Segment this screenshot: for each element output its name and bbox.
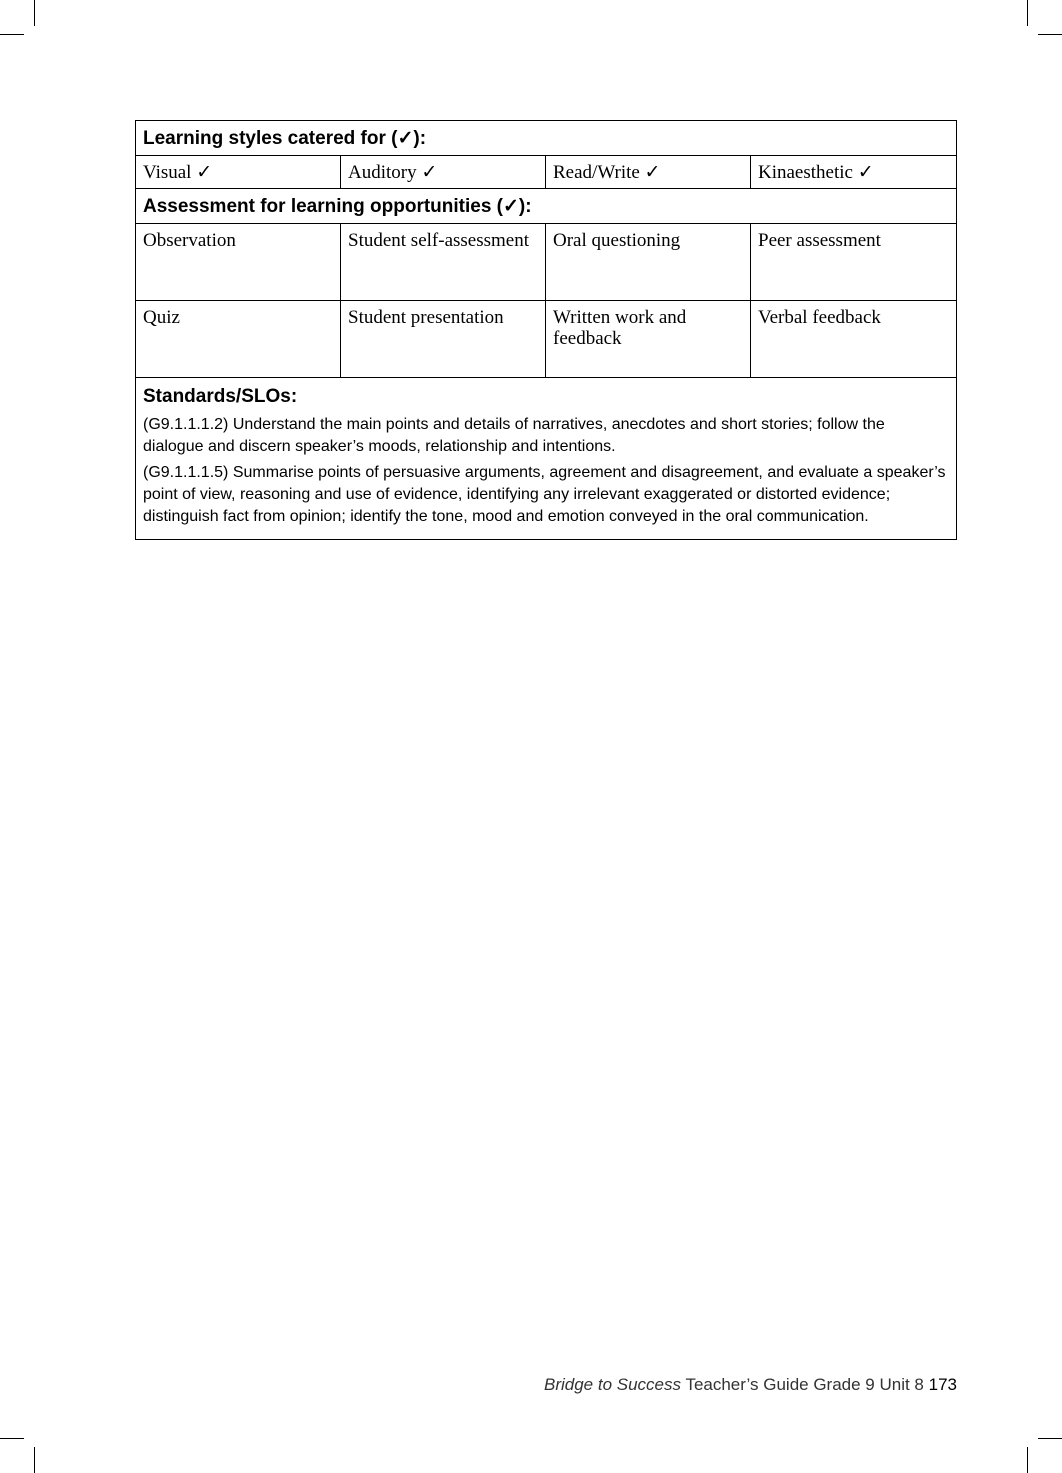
crop-mark [34, 0, 35, 26]
crop-mark [34, 1447, 35, 1473]
assessment-verbal-feedback: Verbal feedback [751, 301, 957, 378]
crop-mark [1038, 1438, 1062, 1439]
page-footer [544, 1375, 957, 1395]
assessment-header-row [136, 189, 957, 224]
assessment-row [136, 301, 957, 378]
learning-style-visual: Visual ✓ [136, 156, 341, 189]
assessment-written-work: Written work and feedback [546, 301, 751, 378]
standards-title: Standards/SLOs: [143, 386, 298, 407]
standard-item: (G9.1.1.1.2) Understand the main points and details of narratives, anecdotes and short stories; follow the dialogue and discern speaker’s moods, relationship and intentions. [143, 416, 885, 455]
learning-styles-header: Learning styles catered for (✓): [136, 121, 957, 156]
learning-style-read-write: Read/Write ✓ [546, 156, 751, 189]
standard-item: (G9.1.1.1.5) Summarise points of persuasive arguments, agreement and disagreement, and evaluate a speaker’s point of view, reasoning and use of evidence, identifying any irrelevant exaggerated or distorted evidence; distinguish fact from opinion; identify the tone, mood and emotion conveyed in the oral communication. [143, 464, 946, 525]
learning-style-auditory: Auditory ✓ [341, 156, 546, 189]
assessment-self-assessment: Student self-assessment [341, 224, 546, 301]
page-number: 173 [928, 1375, 957, 1394]
assessment-quiz: Quiz [136, 301, 341, 378]
footer-subtitle: Teacher’s Guide Grade 9 Unit 8 [685, 1375, 924, 1394]
crop-mark [0, 34, 24, 35]
assessment-row [136, 224, 957, 301]
lesson-plan-table [135, 120, 957, 540]
learning-styles-header-row [136, 121, 957, 156]
assessment-oral-questioning: Oral questioning [546, 224, 751, 301]
assessment-observation: Observation [136, 224, 341, 301]
book-title: Bridge to Success [544, 1375, 682, 1394]
standards-row [136, 378, 957, 540]
crop-mark [1027, 0, 1028, 26]
crop-mark [0, 1438, 24, 1439]
standards-cell [136, 378, 957, 540]
assessment-peer-assessment: Peer assessment [751, 224, 957, 301]
crop-mark [1038, 34, 1062, 35]
learning-styles-row [136, 156, 957, 189]
learning-style-kinaesthetic: Kinaesthetic ✓ [751, 156, 957, 189]
assessment-header: Assessment for learning opportunities (✓): [136, 189, 957, 224]
assessment-student-presentation: Student presentation [341, 301, 546, 378]
crop-mark [1027, 1447, 1028, 1473]
